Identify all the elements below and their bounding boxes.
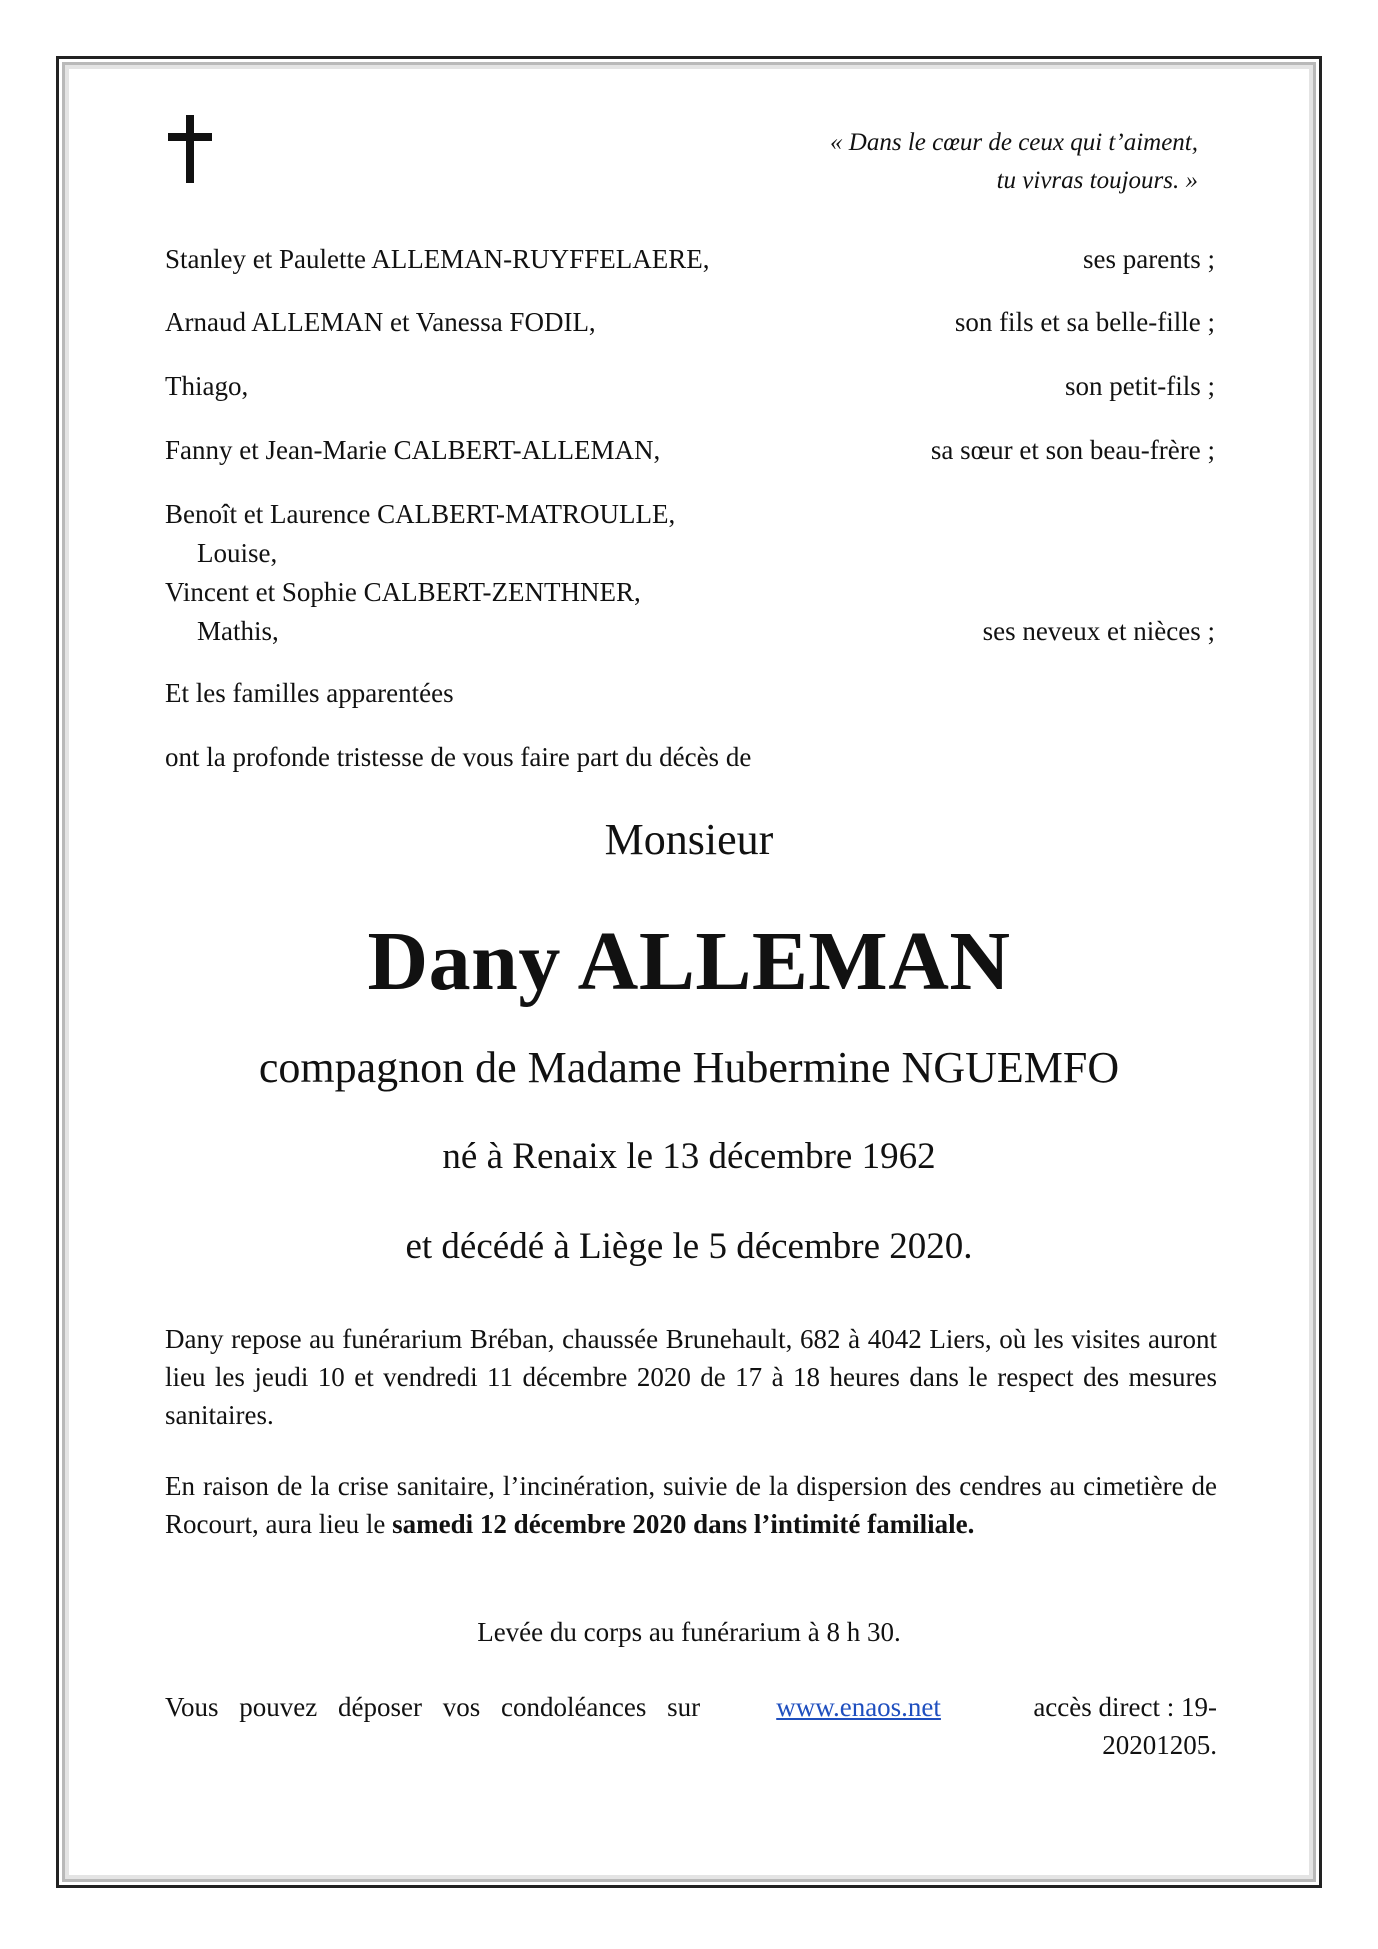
families-line: Et les familles apparentées (165, 678, 454, 708)
condolences-paragraph (165, 1688, 1217, 1764)
family-row (165, 367, 1215, 405)
nephew-child-line: Louise, (197, 538, 278, 568)
birth-line: né à Renaix le 13 décembre 1962 (442, 1136, 936, 1177)
family-row (197, 612, 1215, 650)
cremation-paragraph (165, 1467, 1217, 1543)
condolences-access: accès direct : 19-20201205. (1033, 1692, 1217, 1760)
family-names: Thiago, (165, 371, 249, 401)
family-names: Fanny et Jean-Marie CALBERT-ALLEMAN, (165, 435, 661, 465)
family-row (165, 240, 1215, 278)
nephew-line: Vincent et Sophie CALBERT-ZENTHNER, (165, 577, 641, 607)
levee-line: Levée du corps au funérarium à 8 h 30. (477, 1617, 901, 1647)
family-names: Arnaud ALLEMAN et Vanessa FODIL, (165, 307, 596, 337)
repose-paragraph: Dany repose au funérarium Bréban, chaussée Brunehault, 682 à 4042 Liers, où les visites auront lieu les jeudi 10 et vendredi 11 décembre 2020 de 17 à 18 heures dans le respect des mesures sanitaires. (165, 1324, 1217, 1430)
announcement-line: ont la profonde tristesse de vous faire part du décès de (165, 742, 752, 772)
family-relation: ses neveux et nièces ; (982, 616, 1215, 646)
cremation-date: samedi 12 décembre 2020 dans l’intimité familiale. (392, 1509, 975, 1539)
family-names: Stanley et Paulette ALLEMAN-RUYFFELAERE, (165, 244, 710, 274)
family-row (165, 303, 1215, 341)
title-monsieur: Monsieur (604, 815, 774, 864)
enaos-link[interactable]: www.enaos.net (776, 1692, 941, 1722)
family-relation: sa sœur et son beau-frère ; (930, 435, 1215, 465)
cremation-text: En raison de la crise sanitaire, l’incinération, suivie de la dispersion des cendres au cimetière de Rocourt, aura lieu le (165, 1471, 1217, 1539)
cross-icon (168, 115, 212, 183)
deceased-name: Dany ALLEMAN (367, 915, 1011, 1008)
quote-line-2: tu vivras toujours. » (996, 167, 1198, 194)
quote-line-1: « Dans le cœur de ceux qui t’aiment, (830, 129, 1198, 156)
condolences-text: Vous pouvez déposer vos condoléances sur (165, 1692, 701, 1722)
family-relation: ses parents ; (1083, 244, 1215, 274)
companion-line: compagnon de Madame Hubermine NGUEMFO (258, 1043, 1120, 1092)
family-relation: son petit-fils ; (1065, 371, 1215, 401)
epitaph-quote (598, 124, 1198, 200)
nephew-child-line: Mathis, (197, 616, 279, 646)
death-line: et décédé à Liège le 5 décembre 2020. (405, 1226, 973, 1267)
family-relation: son fils et sa belle-fille ; (954, 307, 1215, 337)
nephew-line: Benoît et Laurence CALBERT-MATROULLE, (165, 499, 676, 529)
family-row (165, 431, 1215, 469)
